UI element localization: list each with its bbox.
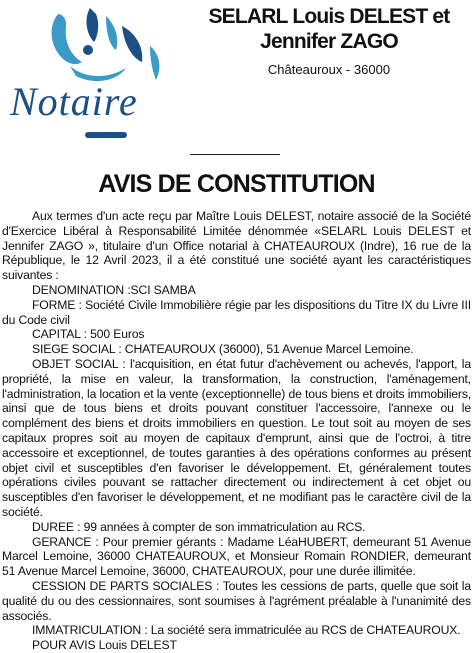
logo-underline [85,132,127,138]
paragraph-gerance: GERANCE : Pour premier gérants : Madame LéaHUBERT, demeurant 51 Avenue Marcel Lemoine, 36000 CHATEAUROUX, et Monsieur Romain RONDIER, demeurant 51 Avenue Marcel Lemoine, 36000, CHATEAUROUX, pour une durée illimitée. [2,534,471,579]
notice-title: AVIS DE CONSTITUTION [98,170,375,198]
notaire-emblem-icon [10,6,190,146]
separator-rule [190,154,280,155]
firm-name-line-2: Jennifer ZAGO [260,30,398,53]
paragraph-intro: Aux termes d'un acte reçu par Maître Louis DELEST, notaire associé de la Société d'Exercice Libéral à Responsabilité Limitée dénommée «SELARL Louis DELEST et Jennifer ZAGO », titulaire d'un Office notarial à CHATEAUROUX (Indre), 16 rue de la République, le 12 Avril 2023, il a été constitué une société ayant les caractéristiques suivantes : [2,209,471,283]
paragraph-siege: SIEGE SOCIAL : CHATEAUROUX (36000), 51 Avenue Marcel Lemoine. [32,342,414,357]
firm-name [190,4,468,54]
paragraph-cession: CESSION DE PARTS SOCIALES : Toutes les cessions de parts, quelle que soit la qualité du ou des cessionnaires, sont soumises à l'agrément préalable à l'unanimité des associés. [2,578,471,623]
paragraph-denomination: DENOMINATION :SCI SAMBA [32,282,196,297]
paragraph-immatriculation: IMMATRICULATION : La société sera immatriculée au RCS de CHATEAUROUX. [32,623,461,638]
paragraph-forme: FORME : Société Civile Immobilière régie par les dispositions du Titre IX du Livre III du Code civil [2,297,471,327]
paragraph-objet: OBJET SOCIAL : l'acquisition, en état futur d'achèvement ou achevés, l'apport, la propriété, la mise en valeur, la transformation, la construction, l'aménagement, l'administration, la location et la vente (exceptionnelle) de tous biens et droits immobiliers, ainsi que de tous biens et droits pouvant constituer l'accessoire, l'annexe ou le complément des biens et droits immobiliers en question. Le tout soit au moyen de ses capitaux propres soit au moyen de capitaux d'emprunt, ainsi que de l'octroi, à titre accessoire et exceptionnel, de toutes garanties à des opérations conformes au présent objet civil et susceptibles d'en favoriser le développement. Et, généralement toutes opérations civiles pouvant se rattacher directement ou indirectement à cet objet ou susceptibles d'en favoriser le développement, et ne modifiant pas le caractère civil de la société. [2,356,471,519]
firm-name-line-1: SELARL Louis DELEST et [208,5,450,28]
header [0,0,473,150]
notice-body [2,209,471,653]
notaire-logo [10,6,190,146]
firm-city: Châteauroux - 36000 [267,62,391,77]
paragraph-capital: CAPITAL : 500 Euros [32,327,145,342]
paragraph-duree: DUREE : 99 années à compter de son immatriculation au RCS. [32,519,366,534]
logo-wordmark: Notaire [10,79,138,124]
paragraph-signature: POUR AVIS Louis DELEST [32,638,177,653]
